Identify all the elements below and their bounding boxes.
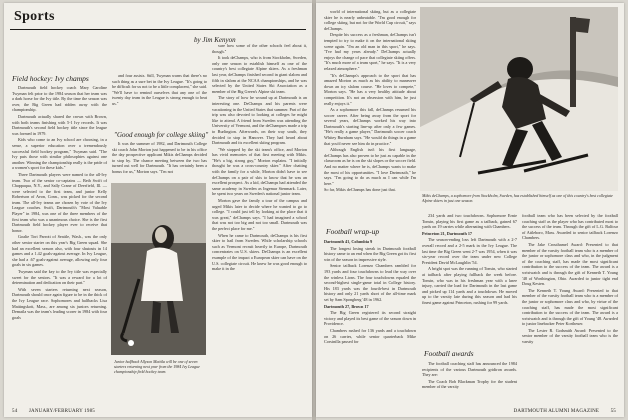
paragraph: 234 yards and two touchdowns. Sophomore Ernie Tonsin, playing his first game as a tailback, gained 67 yards on 19 carries while alternating with Chambers. (422, 213, 517, 230)
photo-caption: Mikis deChamps, a sophomore from Stockholm, Sweden, has established himself as one of this country's best collegiate Alpine skiers in just one season. (422, 193, 613, 203)
article-col-1b (324, 239, 416, 403)
folio-left (12, 409, 95, 414)
magazine-name: DARTMOUTH ALUMNI MAGAZINE (513, 409, 600, 414)
article-col-3 (212, 43, 307, 403)
paragraph: Morton gave the family a tour of the campus and urged Mikis later to decide where he wanted to go to college. "I could just tell by looking at the place that it was great," deChamps says. "I had imagined a school that was not too big and not too small. Dartmouth was the perfect place for me." (212, 198, 307, 231)
heading-football-wrapup: Football wrap-up (326, 227, 380, 236)
right-page (316, 3, 624, 417)
article-col-1 (324, 9, 416, 225)
left-page (4, 3, 312, 417)
photo-caption: Junior halfback Allyson Mattila will be one of seven starters returning next year from the 1984 Ivy League championship field hockey team. (114, 359, 200, 374)
paragraph: The season-ending loss left Dartmouth with a 2-7 overall record and a 2-5 mark in the Ivy League. The last time the Big Green went 2-7 was 1954, when it was six-year record over the team under new College President David McLaughlin '54. (422, 237, 517, 265)
article-col-2 (422, 213, 517, 323)
issue-date: JANUARY/FEBRUARY 1985 (28, 409, 95, 414)
closing-line: So far, Mikis deChamps has done just that. (324, 187, 396, 193)
paragraph: Twyman said the key to the Ivy title was especially sweet for the seniors. "It was a reward for a lot of determination and dedication on their part." (12, 269, 107, 286)
article-col-1 (12, 85, 107, 403)
paragraph: The Coach Bob Blackman Trophy for the student member of the varsity (422, 378, 517, 390)
heading-field-hockey: Field hockey: Ivy champs (12, 74, 89, 83)
section-title: Sports (14, 9, 55, 24)
game-result: Dartmouth 41, Columbia 9 (324, 239, 373, 244)
article-col-2-mid (112, 141, 207, 179)
paragraph: The Lester R. Godsmith Award: Presented to the senior member of the varsity football team who is the varsity (522, 327, 618, 345)
paragraph: The Big Green registered its second straight victory and played its best game of the season down in Providence. (324, 310, 416, 327)
paragraph: Dartmouth actually shared the crown with Brown, with both teams finishing with 5-1 Ivy records. It was Dartmouth's second field hockey title since the league was formed in 1979. (12, 113, 107, 136)
paragraph: world of international skiing, but as a collegiate skier he is nearly unbeatable. "I'm good enough for college skiing, but not for the World Cup circuit," says deChamps. (324, 9, 416, 31)
folio-right (514, 409, 616, 414)
paragraph: A bright spot was the running of Tonsin, who started at tailback after playing fullback the week before. Tonsin, who was in his freshman year with a knee injury, carried the load for Dartmouth in the last game and picked up 114 yards and a touchdown. He moved up to the varsity late during this season and had his finest game against Princeton, rushing for 99 yards. (422, 266, 517, 305)
paragraph: As a sophomore this fall, deChamps resumed his soccer career. After being away from the sport for several years, deChamps worked his way into Dartmouth's starting line-up after only a few games. "He's really a game player," Dartmouth soccer coach Whitey Burnham says. "He would do things in a game that you'd never see him do in practice." (324, 107, 416, 146)
paragraph: It took deChamps, who is from Stockholm, Sweden, only one season to establish himself as one of the country's best collegiate Alpine skiers. As a freshman last year, deChamps finished second in giant slalom and fifth in slalom at the NCAA championships, and he was selected by the United States Ski Association as a member of the Big Green's Alpine ski team. (212, 55, 307, 94)
paragraph: The football coaching staff has announced the 1984 recipients of the various Dartmouth gridiron awards. They are: (422, 361, 517, 378)
game-result: Dartmouth 27, Brown 17 (324, 303, 369, 309)
byline: by Jim Kenyon (194, 36, 236, 44)
paragraph: Senior tailback Lorenzo Chambers rambled for 193 yards and four touchdowns to lead the way over the winless Lions. The four touchdowns equaled the second-highest single-game total in College history. His 183 yards was the fourth-best in Dartmouth history and only 21 yards short of the all-time mark set by Sam Spongberg '48 in 1962. (324, 263, 416, 302)
article-col-3 (522, 213, 618, 403)
paragraph: The longest losing streak in Dartmouth football history came to an end when the Big Green got its first win of the season in impressive style. (324, 245, 416, 262)
heading-football-awards: Football awards (424, 349, 474, 358)
article-col-2b (422, 361, 517, 403)
page-number: 54 (12, 409, 18, 414)
paragraph: Three Dartmouth players were named to the all-Ivy team. Two of the senior co-captains — Beth Swift of Chappaqua, N.Y., and Sally Crane of Deerfield, Ill. — were selected to the first team, and junior Kelly Robertson of Avon, Conn., was picked for the second team. The all-Ivy teams are chosen by vote of the Ivy League coaches. Swift, Dartmouth's "Most Valuable Player" in 1984, was one of the three members of the first team who was a unanimous choice. She is the first Dartmouth field hockey player ever to receive that honor. (12, 171, 107, 233)
game-result: Princeton 21, Dartmouth 17 (422, 230, 473, 236)
paragraph: Despite his success as a freshman, deChamps isn't tempted to try to make it on the international skiing scene again. "I'm an old man in this sport," he says. "I've had my years already." DeChamps actually enjoys the change of pace that collegiate skiing offers. "It's much more of a team sport," he says. "It is a very relaxed atmosphere." (324, 32, 416, 71)
paragraph: The Kenneth T. Young Award: Presented to that member of the varsity football team who is a member of the junior or sophomore class and who, by virtue of the coaching staff, has made the most significant contribution to the success of the team. The award is a wristwatch and is through the gift of Young '48. Awarded to junior linebacker Peter Kortheuer. (522, 287, 618, 327)
paragraph: It was the summer of 1982, and Dartmouth College ski coach John Morton just happened to be in his office the day prospective applicant Mikis deChamps decided to stop by. The chance meeting between the two has turned out well for Dartmouth. "It has certainly been a bonus for us," Morton says. "I'm not (112, 141, 207, 174)
paragraph: football team who has been selected by the football coaching staff as the player who has contributed most to the success of the team. Through the gift of L.G. Balfour of Attleboro, Mass. Awarded to senior tailback Lorenzo Chambers. (522, 213, 618, 241)
page-number: 55 (610, 409, 616, 414)
rule-divider (10, 29, 306, 30)
paragraph: Dartmouth field hockey coach Mary Caroline Twyman felt prior to the 1984 season that her team was a dark horse for the Ivy title. By the time the season was over, the Big Green had ridden away with the championship. (12, 85, 107, 113)
skier-photo (420, 7, 618, 191)
paragraph: When he came to Dartmouth, deChamps is his first skier to hail from Sweden. While scholarship schools such as Vermont recruit heavily in Europe, Dartmouth concentrates on U.S. skiers. DeChamps is an excellent example of the impact a European skier can have on the U.S. collegiate circuit. He knew he was good enough to make it in the (212, 232, 307, 272)
paragraph: and four assists. Still, Twyman warns that there's no such thing as a sure bet in the Ivy League. "It's going to be difficult for us not to be a little complacent," she said. "We'll have to remind ourselves that any one of the twenty day team in the League is strong enough to beat us." (112, 73, 207, 106)
field-hockey-photo (111, 183, 206, 355)
paragraph: "We stopped by the ski team's office, and Morton has vivid memories of that first meeting with Mikis. "He's a big, strong guy," Morton explains. "I initially thought he was a cross-country skier." After chatting with the family for a while, Morton didn't have to see deChamps on a pair of skis to know that he was an excellent prospect. As a kid, deChamps had attended the same academy in Sweden as Ingemar Stenmark. Later, he spent two years on Sweden's national junior team. (212, 146, 307, 197)
paragraph: Goalie Tori Parrott of Seattle, Wash., was the only other senior starter on this year's Big Green squad. She had an excellent season also, with four shutouts in 14 games and a 1.42 goals-against average. In Ivy League, she had a .67 goals-against average, allowing only four goals in six games. (12, 234, 107, 268)
paragraph: The story of how he wound up at Dartmouth is an interesting one. DeChamps and his parents were vacationing in the United States that summer. Part of the trip was also devoted to looking at colleges he might like to attend. A friend from Sweden was attending the University of Vermont, and the deChampses made a trip to Burlington. Afterwards, on their way south, they decided to stop in Hanover. They had heard about Dartmouth and its excellent skiing program. (212, 95, 307, 146)
heading-skiing: "Good enough for college skiing" (114, 131, 209, 139)
paragraph: Although English isn't his first language, deChamps has also proven to be just as capable in the classroom as he is on the ski slopes or the soccer field. And no matter where he is, deChamps wants to make the most of his opportunities. "I love Dartmouth," he says. "I'm going to do as much as I can while I'm here." (324, 147, 416, 186)
paragraph: With seven starters returning next season, Dartmouth should once again figure to be in the thick of the Ivy League race. Sophomores and halfbacks Lisa Mattingskott, Mass., are among six juniors returning. Demaila was the team's leading scorer in 1984 with four goals (12, 286, 107, 320)
skier-photo-image (420, 7, 618, 191)
paragraph: Chambers rushed for 136 yards and a touchdown on 26 carries, while senior quarterback Mike Corsinilla passed for (324, 327, 416, 345)
paragraph: The Jake Crouthamel Award: Presented to that member of the varsity football team who is a member of the junior or sophomore class and who, in the judgment of the coaching staff, has made the most significant contribution to the success of the team. The award is a wristwatch and is through the gift of Kenneth T. Young '48 of Worthington, Ohio. Awarded to junior tight end Doug Kesten. (522, 241, 618, 287)
paragraph: Kids who come to an Ivy school are choosing, in a sense, a superior education over a tremendously successful field hockey program," Twyman said. "The Ivy puts those with similar philosophies against one another. Winning the championship really is the pride of a women's sport for these kids." (12, 137, 107, 171)
field-hockey-photo-image (111, 183, 206, 355)
paragraph: "It's deChamps's approach to the sport that has amazed Morton as much as his ability to maneuver down an icy slalom course. "He loves to compete," Morton says. "He has a very healthy attitude about competition. It's not an obsession with him, he just really enjoys it." (324, 72, 416, 106)
article-col-2-top (112, 73, 207, 113)
paragraph: sure how some of the other schools feel about it, though." (212, 43, 307, 54)
